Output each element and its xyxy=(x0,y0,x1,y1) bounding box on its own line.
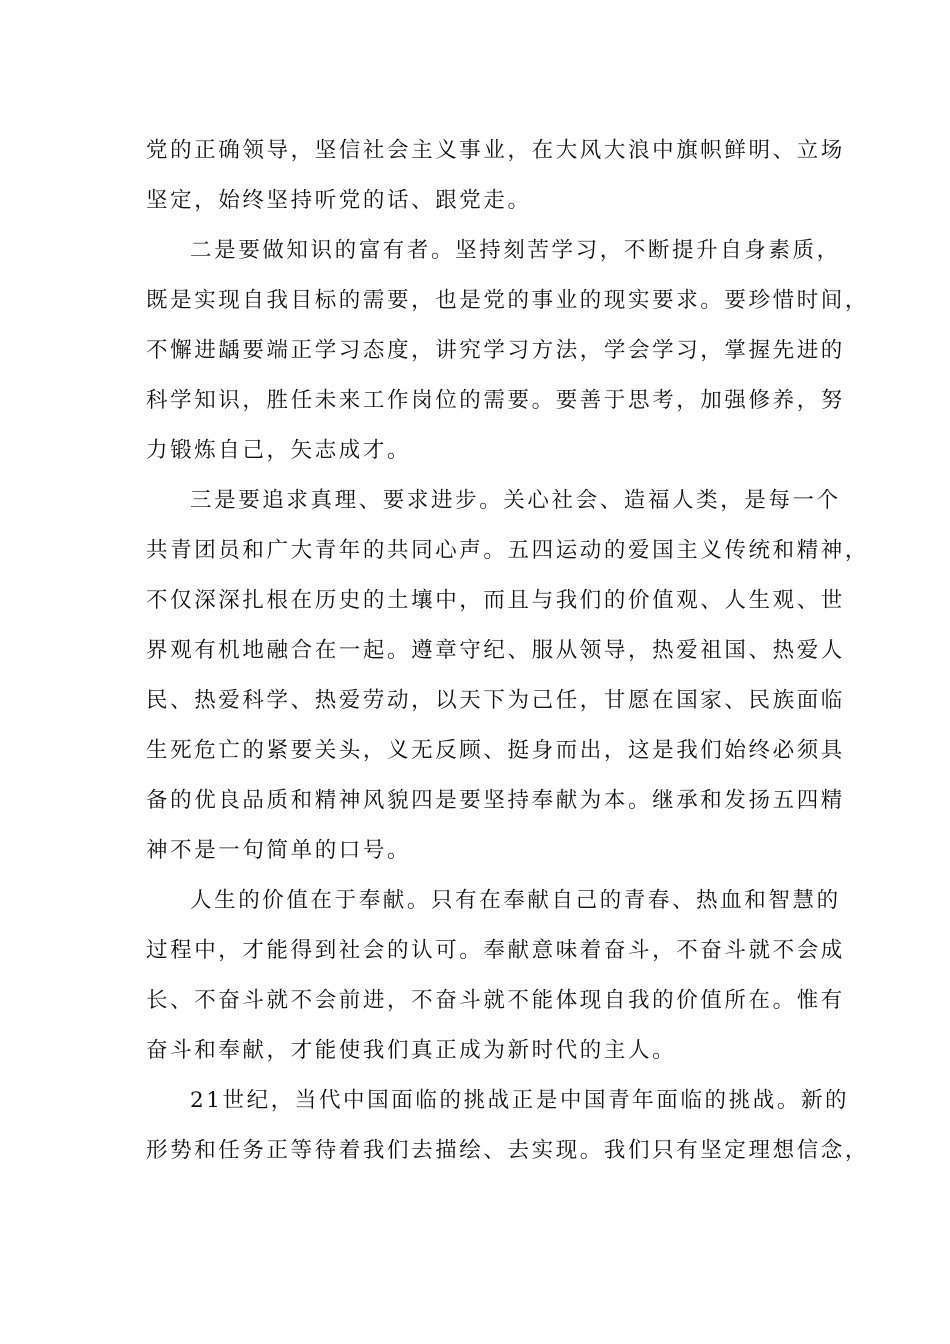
text-line: 不仅深深扎根在历史的土壤中，而且与我们的价值观、人生观、世 xyxy=(146,588,845,613)
paragraph-start-line: 人生的价值在于奉献。只有在奉献自己的青春、热血和智慧的 xyxy=(190,888,841,913)
text-line: 备的优良品质和精神风貌四是要坚持奉献为本。继承和发扬五四精 xyxy=(146,788,845,813)
text-line: 长、不奋斗就不会前进，不奋斗就不能体现自我的价值所在。惟有 xyxy=(146,988,845,1013)
text-line: 科学知识，胜任未来工作岗位的需要。要善于思考，加强修养，努 xyxy=(146,388,845,413)
text-line: 神不是一句简单的口号。 xyxy=(146,838,412,863)
text-line: 界观有机地融合在一起。遵章守纪、服从领导，热爱祖国、热爱人 xyxy=(146,638,845,663)
paragraph-start-line: 二是要做知识的富有者。坚持刻苦学习，不断提升自身素质， xyxy=(190,238,841,263)
text-line: 既是实现自我目标的需要，也是党的事业的现实要求。要珍惜时间， xyxy=(146,288,870,313)
paragraph-start-line: 21世纪，当代中国面临的挑战正是中国青年面临的挑战。新的 xyxy=(190,1088,850,1113)
text-line: 奋斗和奉献，才能使我们真正成为新时代的主人。 xyxy=(146,1038,677,1063)
document-body xyxy=(146,129,870,1179)
text-line: 形势和任务正等待着我们去描绘、去实现。我们只有坚定理想信念， xyxy=(146,1138,870,1163)
text-line: 不懈进龋要端正学习态度，讲究学习方法，学会学习，掌握先进的 xyxy=(146,338,845,363)
paragraph-start-line: 三是要追求真理、要求进步。关心社会、造福人类，是每一个 xyxy=(190,488,841,513)
text-line: 共青团员和广大青年的共同心声。五四运动的爱国主义传统和精神， xyxy=(146,538,870,563)
text-line: 坚定，始终坚持听党的话、跟党走。 xyxy=(146,188,532,213)
text-line: 力锻炼自己，矢志成才。 xyxy=(146,438,412,463)
text-line: 过程中，才能得到社会的认可。奉献意味着奋斗，不奋斗就不会成 xyxy=(146,938,845,963)
text-line: 党的正确领导，坚信社会主义事业，在大风大浪中旗帜鲜明、立场 xyxy=(146,138,845,163)
text-line: 民、热爱科学、热爱劳动，以天下为己任，甘愿在国家、民族面临 xyxy=(146,688,845,713)
text-line: 生死危亡的紧要关头，义无反顾、挺身而出，这是我们始终必须具 xyxy=(146,738,845,763)
